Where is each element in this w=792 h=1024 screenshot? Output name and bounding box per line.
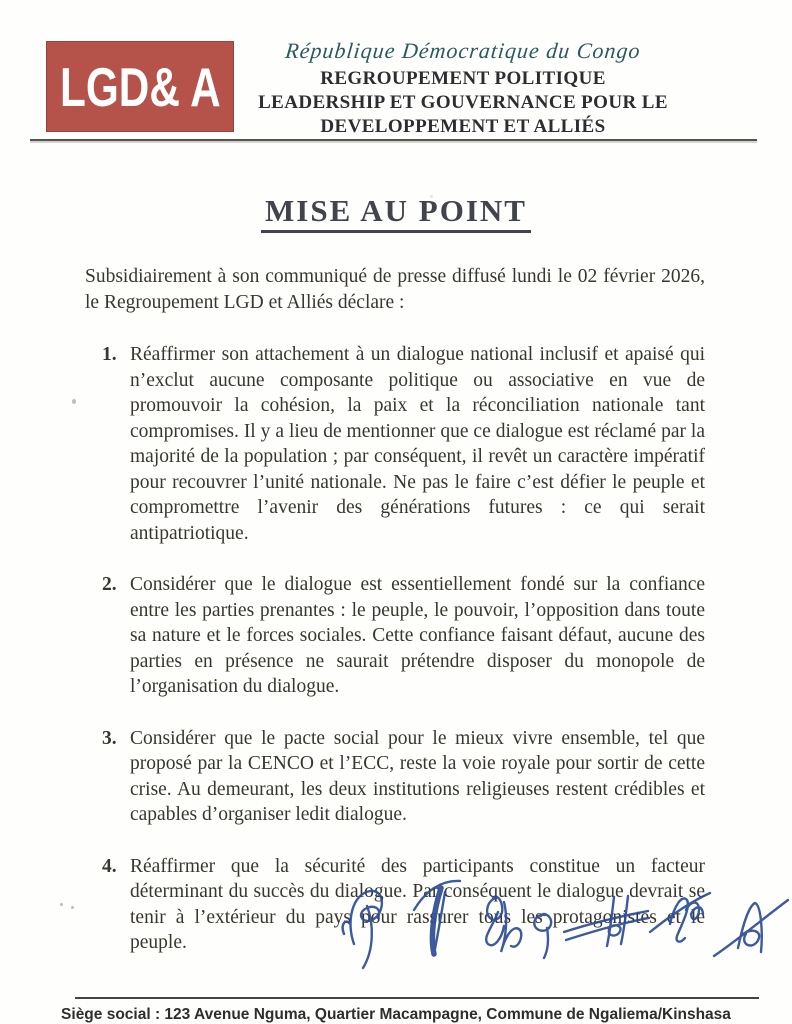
signatures-ink: [330, 872, 790, 977]
signature-stroke: [544, 928, 548, 958]
org-name-line-2: LEADERSHIP ET GOUVERNANCE POUR LE: [258, 92, 668, 113]
signature-stroke: [607, 897, 614, 946]
document-title: [0, 193, 792, 229]
country-name: République Démocratique du Congo: [284, 38, 642, 63]
scan-speck: [60, 903, 63, 906]
signature-stroke: [343, 891, 382, 944]
signature-stroke: [686, 903, 703, 920]
org-name-line-3: DEVELOPPEMENT ET ALLIÉS: [320, 116, 606, 137]
signature-stroke: [621, 896, 628, 944]
footer-address: Siège social : 123 Avenue Nguma, Quartier Macampagne, Commune de Ngaliema/Kinshasa: [61, 1006, 731, 1023]
document-title-text: MISE AU POINT: [261, 193, 531, 233]
list-item-1: [85, 342, 705, 546]
signature-stroke: [486, 897, 504, 946]
letterhead: [238, 38, 688, 139]
signatures-block: [330, 872, 790, 977]
signature-stroke: [534, 914, 551, 931]
list-item-4-number: 4.: [102, 855, 117, 877]
list-item-1-number: 1.: [102, 344, 117, 365]
signature-stroke: [363, 906, 372, 968]
list-item-3-number: 3.: [102, 727, 117, 749]
list-item-2-number: 2.: [102, 574, 117, 595]
list-item-2-text: Considérer que le dialogue est essentiellement fondé sur la confiance entre les parties prenantes : le peuple, le pouvoir, l’opposition dans toute sa nature et le forces sociales. Cette confiance faisant défaut, aucune des parties en présence ne saurait prétendre disposer du monopole de l’organisation du dialogue.: [130, 574, 705, 697]
signature-stroke: [670, 898, 688, 941]
footer-divider: [75, 997, 759, 999]
list-item-4-text: Réaffirmer que la sécurité des participants constitue un facteur déterminant du succès du dialogue. Par conséquent le dialogue devrait se tenir à l’extérieur du pays pour rassurer tous les protagonistes et le peuple.: [130, 855, 705, 953]
scan-speck: [430, 195, 433, 198]
list-item-1-text: Réaffirmer son attachement à un dialogue national inclusif et apaisé qui n’exclut aucune composante politique ou associative en vue de promouvoir la cohésion, la paix et la réconciliation nationale tant compromises. Il y a lieu de mentionner que ce dialogue est réclamé par la majorité de la population ; par conséquent, il revêt un caractère impératif pour recouvrer l’unité nationale. Ne pas le faire c’est défier le peuple et compromettre l’avenir des générations futures : ce qui serait antipatriotique.: [130, 344, 705, 544]
list-item-2: [85, 572, 705, 700]
org-name-line-1: REGROUPEMENT POLITIQUE: [320, 68, 606, 89]
scan-speck: [72, 399, 76, 404]
intro-paragraph: Subsidiairement à son communiqué de presse diffusé lundi le 02 février 2026, le Regroupement LGD et Alliés déclare :: [85, 266, 705, 313]
list-item-3: [85, 726, 705, 828]
party-logo: [46, 41, 234, 132]
signature-stroke: [743, 931, 759, 946]
header-divider: [30, 139, 757, 141]
scan-speck: [71, 906, 74, 909]
party-logo-text: LGD& A: [59, 55, 221, 118]
list-item-3-text: Considérer que le pacte social pour le mieux vivre ensemble, tel que proposé par la CENCO et l’ECC, reste la voie royale pour sortir de cette crise. Au demeurant, les deux institutions religieuses restent crédibles et capables d’organiser ledit dialogue.: [130, 727, 705, 825]
